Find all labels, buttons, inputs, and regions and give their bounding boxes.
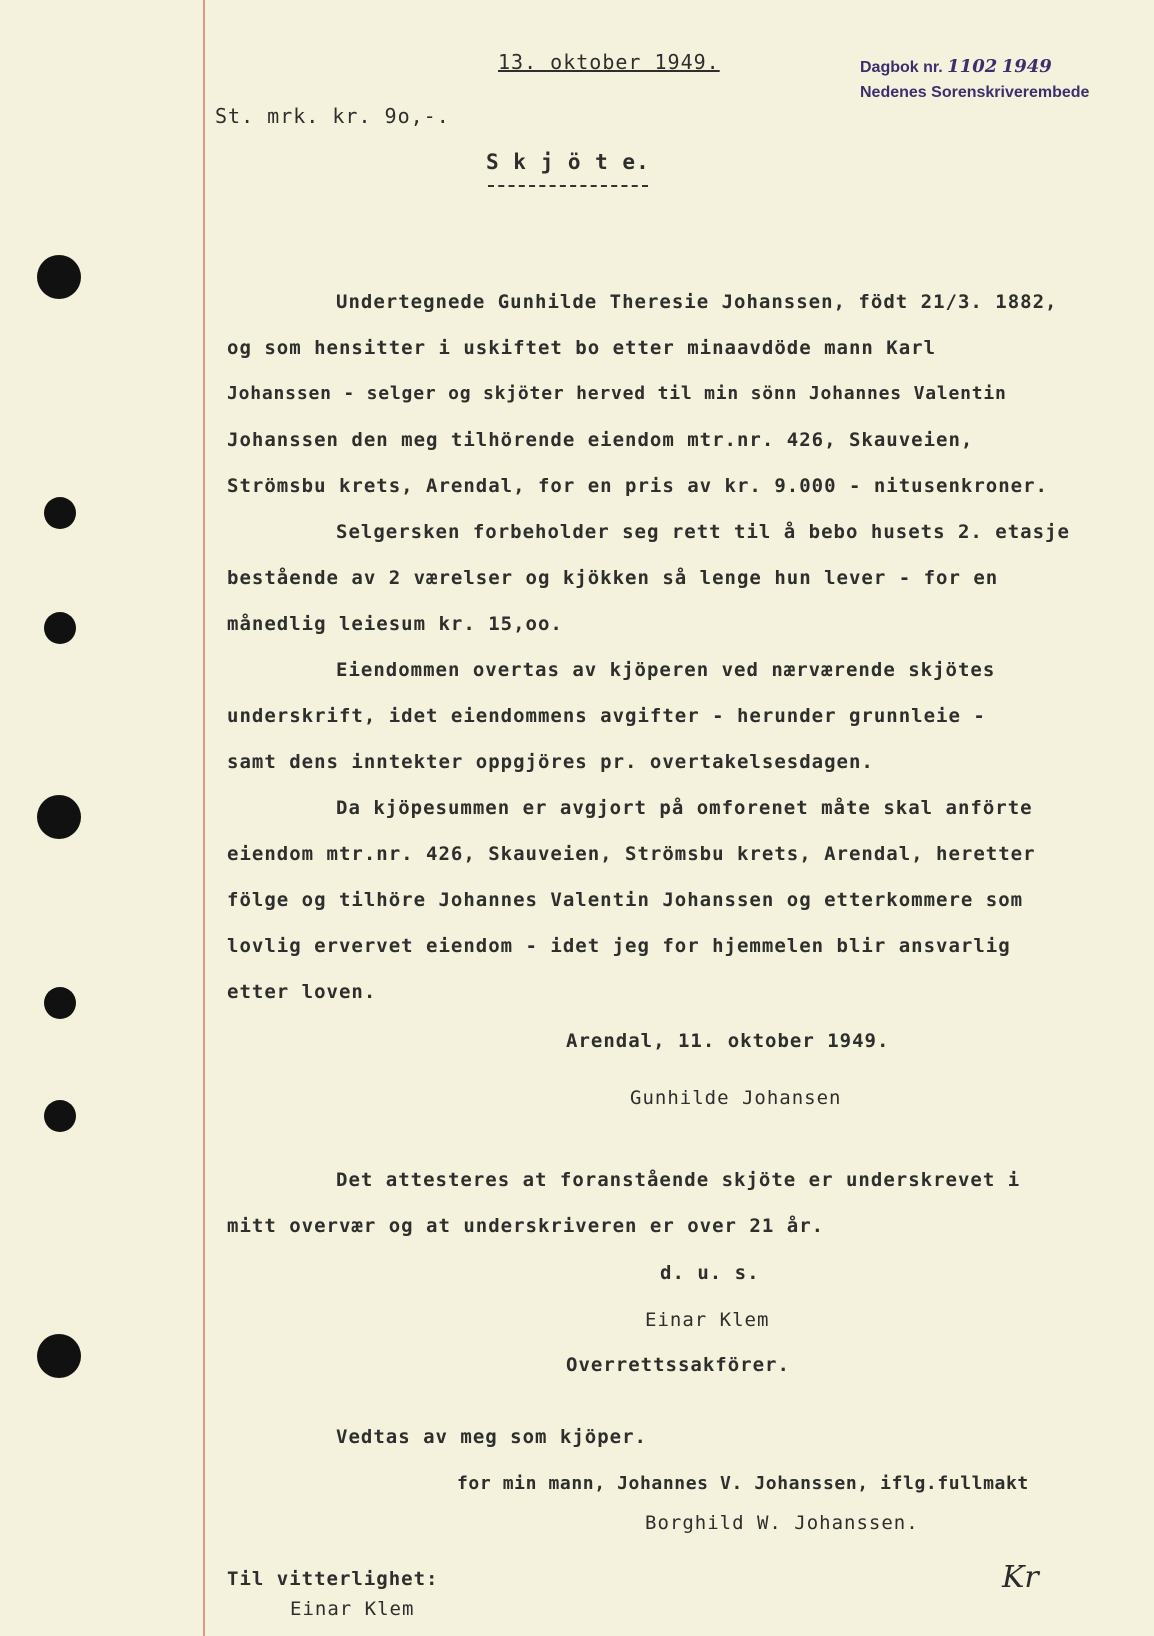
attestor-title: Overrettssakförer. (566, 1354, 790, 1376)
body-line: etter loven. (227, 981, 377, 1003)
body-line: månedlig leiesum kr. 15,oo. (227, 613, 563, 635)
punch-hole (44, 1100, 76, 1132)
stamp-fee: St. mrk. kr. 9o,-. (215, 104, 450, 128)
punch-hole (37, 1334, 81, 1378)
buyer-acceptance: Vedtas av meg som kjöper. (336, 1426, 647, 1448)
document-title: S k j ö t e. (486, 150, 650, 174)
witness-label: Til vitterlighet: (227, 1568, 439, 1590)
attestation-line: Det attesteres at foranstående skjöte er underskrevet i (336, 1169, 1021, 1191)
body-line: Johanssen den meg tilhörende eiendom mtr.nr. 426, Skauveien, (227, 429, 974, 451)
stamp-number: 1102 (947, 56, 998, 77)
place-date: Arendal, 11. oktober 1949. (566, 1030, 890, 1052)
title-underline (488, 185, 648, 187)
punch-hole (44, 987, 76, 1019)
body-line: Eiendommen overtas av kjöperen ved nærværende skjötes (336, 659, 996, 681)
attestation-line: mitt overvær og at underskriveren er over 21 år. (227, 1215, 825, 1237)
registry-stamp-line2: Nedenes Sorenskriverembede (860, 84, 1090, 101)
registry-stamp-line1 (860, 56, 1052, 77)
body-line: lovlig ervervet eiendom - idet jeg for hjemmelen blir ansvarlig (227, 935, 1011, 957)
punch-hole (44, 497, 76, 529)
proxy-line: for min mann, Johannes V. Johanssen, iflg.fullmakt (457, 1473, 1029, 1494)
punch-hole (44, 612, 76, 644)
body-line: eiendom mtr.nr. 426, Skauveien, Strömsbu krets, Arendal, heretter (227, 843, 1036, 865)
body-line: bestående av 2 værelser og kjökken så lenge hun lever - for en (227, 567, 999, 589)
witness-signature: Einar Klem (290, 1598, 415, 1620)
buyer-signature: Borghild W. Johanssen. (645, 1512, 919, 1534)
body-line: samt dens inntekter oppgjöres pr. overtakelsesdagen. (227, 751, 874, 773)
stamp-year: 1949 (1001, 56, 1052, 77)
margin-line (203, 0, 205, 1636)
dus: d. u. s. (660, 1262, 760, 1284)
body-line: Undertegnede Gunhilde Theresie Johanssen, födt 21/3. 1882, (336, 291, 1058, 313)
punch-hole (37, 795, 81, 839)
initials-signature: Kr (1002, 1560, 1039, 1595)
body-line: Strömsbu krets, Arendal, for en pris av kr. 9.000 - nitusenkroner. (227, 475, 1048, 497)
body-line: og som hensitter i uskiftet bo etter minaavdöde mann Karl (227, 337, 937, 359)
body-line: Da kjöpesummen er avgjort på omforenet måte skal anförte (336, 797, 1033, 819)
body-line: underskrift, idet eiendommens avgifter - herunder grunnleie - (227, 705, 986, 727)
seller-signature: Gunhilde Johansen (630, 1087, 842, 1109)
attestor-name: Einar Klem (645, 1309, 770, 1331)
document-date: 13. oktober 1949. (498, 50, 720, 74)
body-line: Selgersken forbeholder seg rett til å bebo husets 2. etasje (336, 521, 1070, 543)
body-line: fölge og tilhöre Johannes Valentin Johanssen og etterkommere som (227, 889, 1024, 911)
stamp-prefix: Dagbok nr. (860, 59, 943, 76)
body-line: Johanssen - selger og skjöter herved til min sönn Johannes Valentin (227, 383, 1007, 404)
punch-hole (37, 255, 81, 299)
